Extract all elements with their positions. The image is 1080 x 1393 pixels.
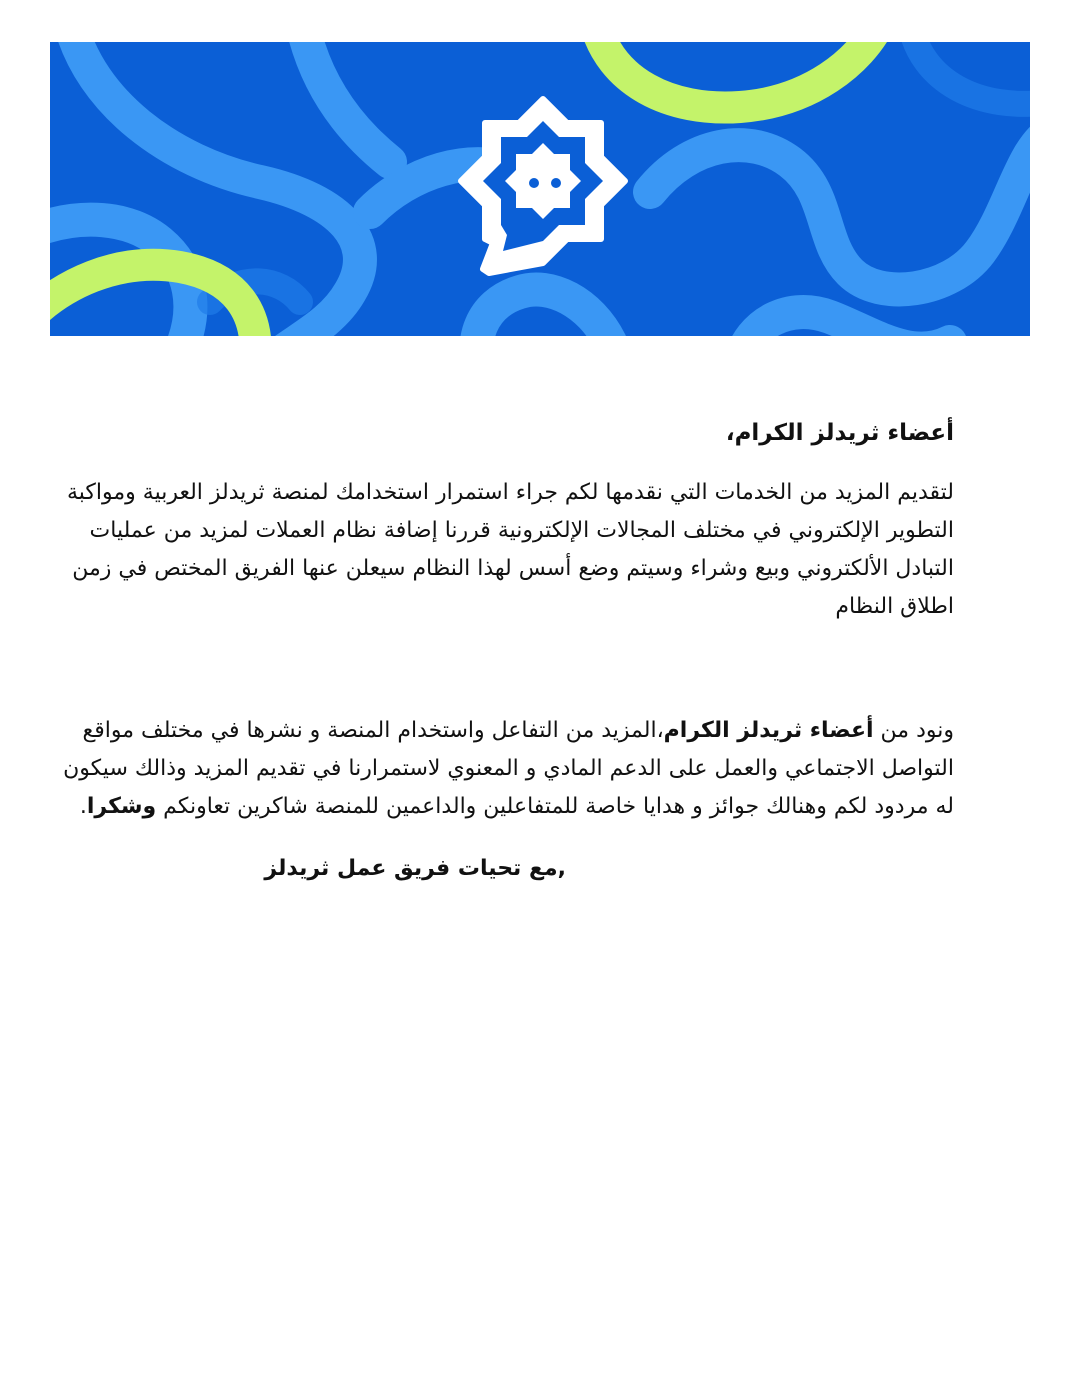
letter-paragraph-2 <box>58 712 954 826</box>
paragraph-2-body: ،المزيد من التفاعل واستخدام المنصة و نشرها في مختلف مواقع التواصل الاجتماعي والعمل على الدعم المادي و المعنوي لاستمرارنا في تقديم المزيد وذالك سيكون له مردود لكم وهنالك جوائز و هدايا خاصة للمتفاعلين والداعمين للمنصة شاكرين تعاونكم <box>63 718 954 819</box>
paragraph-2-members-bold: أعضاء ثريدلز الكرام <box>663 718 874 743</box>
paragraph-2-intro: ونود من <box>873 718 954 743</box>
header-banner <box>50 42 1030 336</box>
paragraph-2-thanks-bold: وشكرا <box>86 794 157 819</box>
letter-signature: ,مع تحيات فريق عمل ثريدلز <box>264 856 566 881</box>
banner-wave-pattern <box>50 42 1030 336</box>
letter-body <box>58 414 954 888</box>
letter-paragraph-1: لتقديم المزيد من الخدمات التي نقدمها لكم جراء استمرار استخدامك لمنصة ثريدلز العربية ومواكبة التطوير الإلكتروني في مختلف المجالات الإلكترونية قررنا إضافة نظام العملات لمزيد من عمليات التبادل الألكتروني وبيع وشراء وسيتم وضع أسس لهذا النظام سيعلن عنها الفريق المختص في زمن اطلاق النظام <box>66 480 954 619</box>
letter-salutation: أعضاء ثريدلز الكرام، <box>725 420 954 446</box>
paragraph-2-end: . <box>79 794 87 819</box>
